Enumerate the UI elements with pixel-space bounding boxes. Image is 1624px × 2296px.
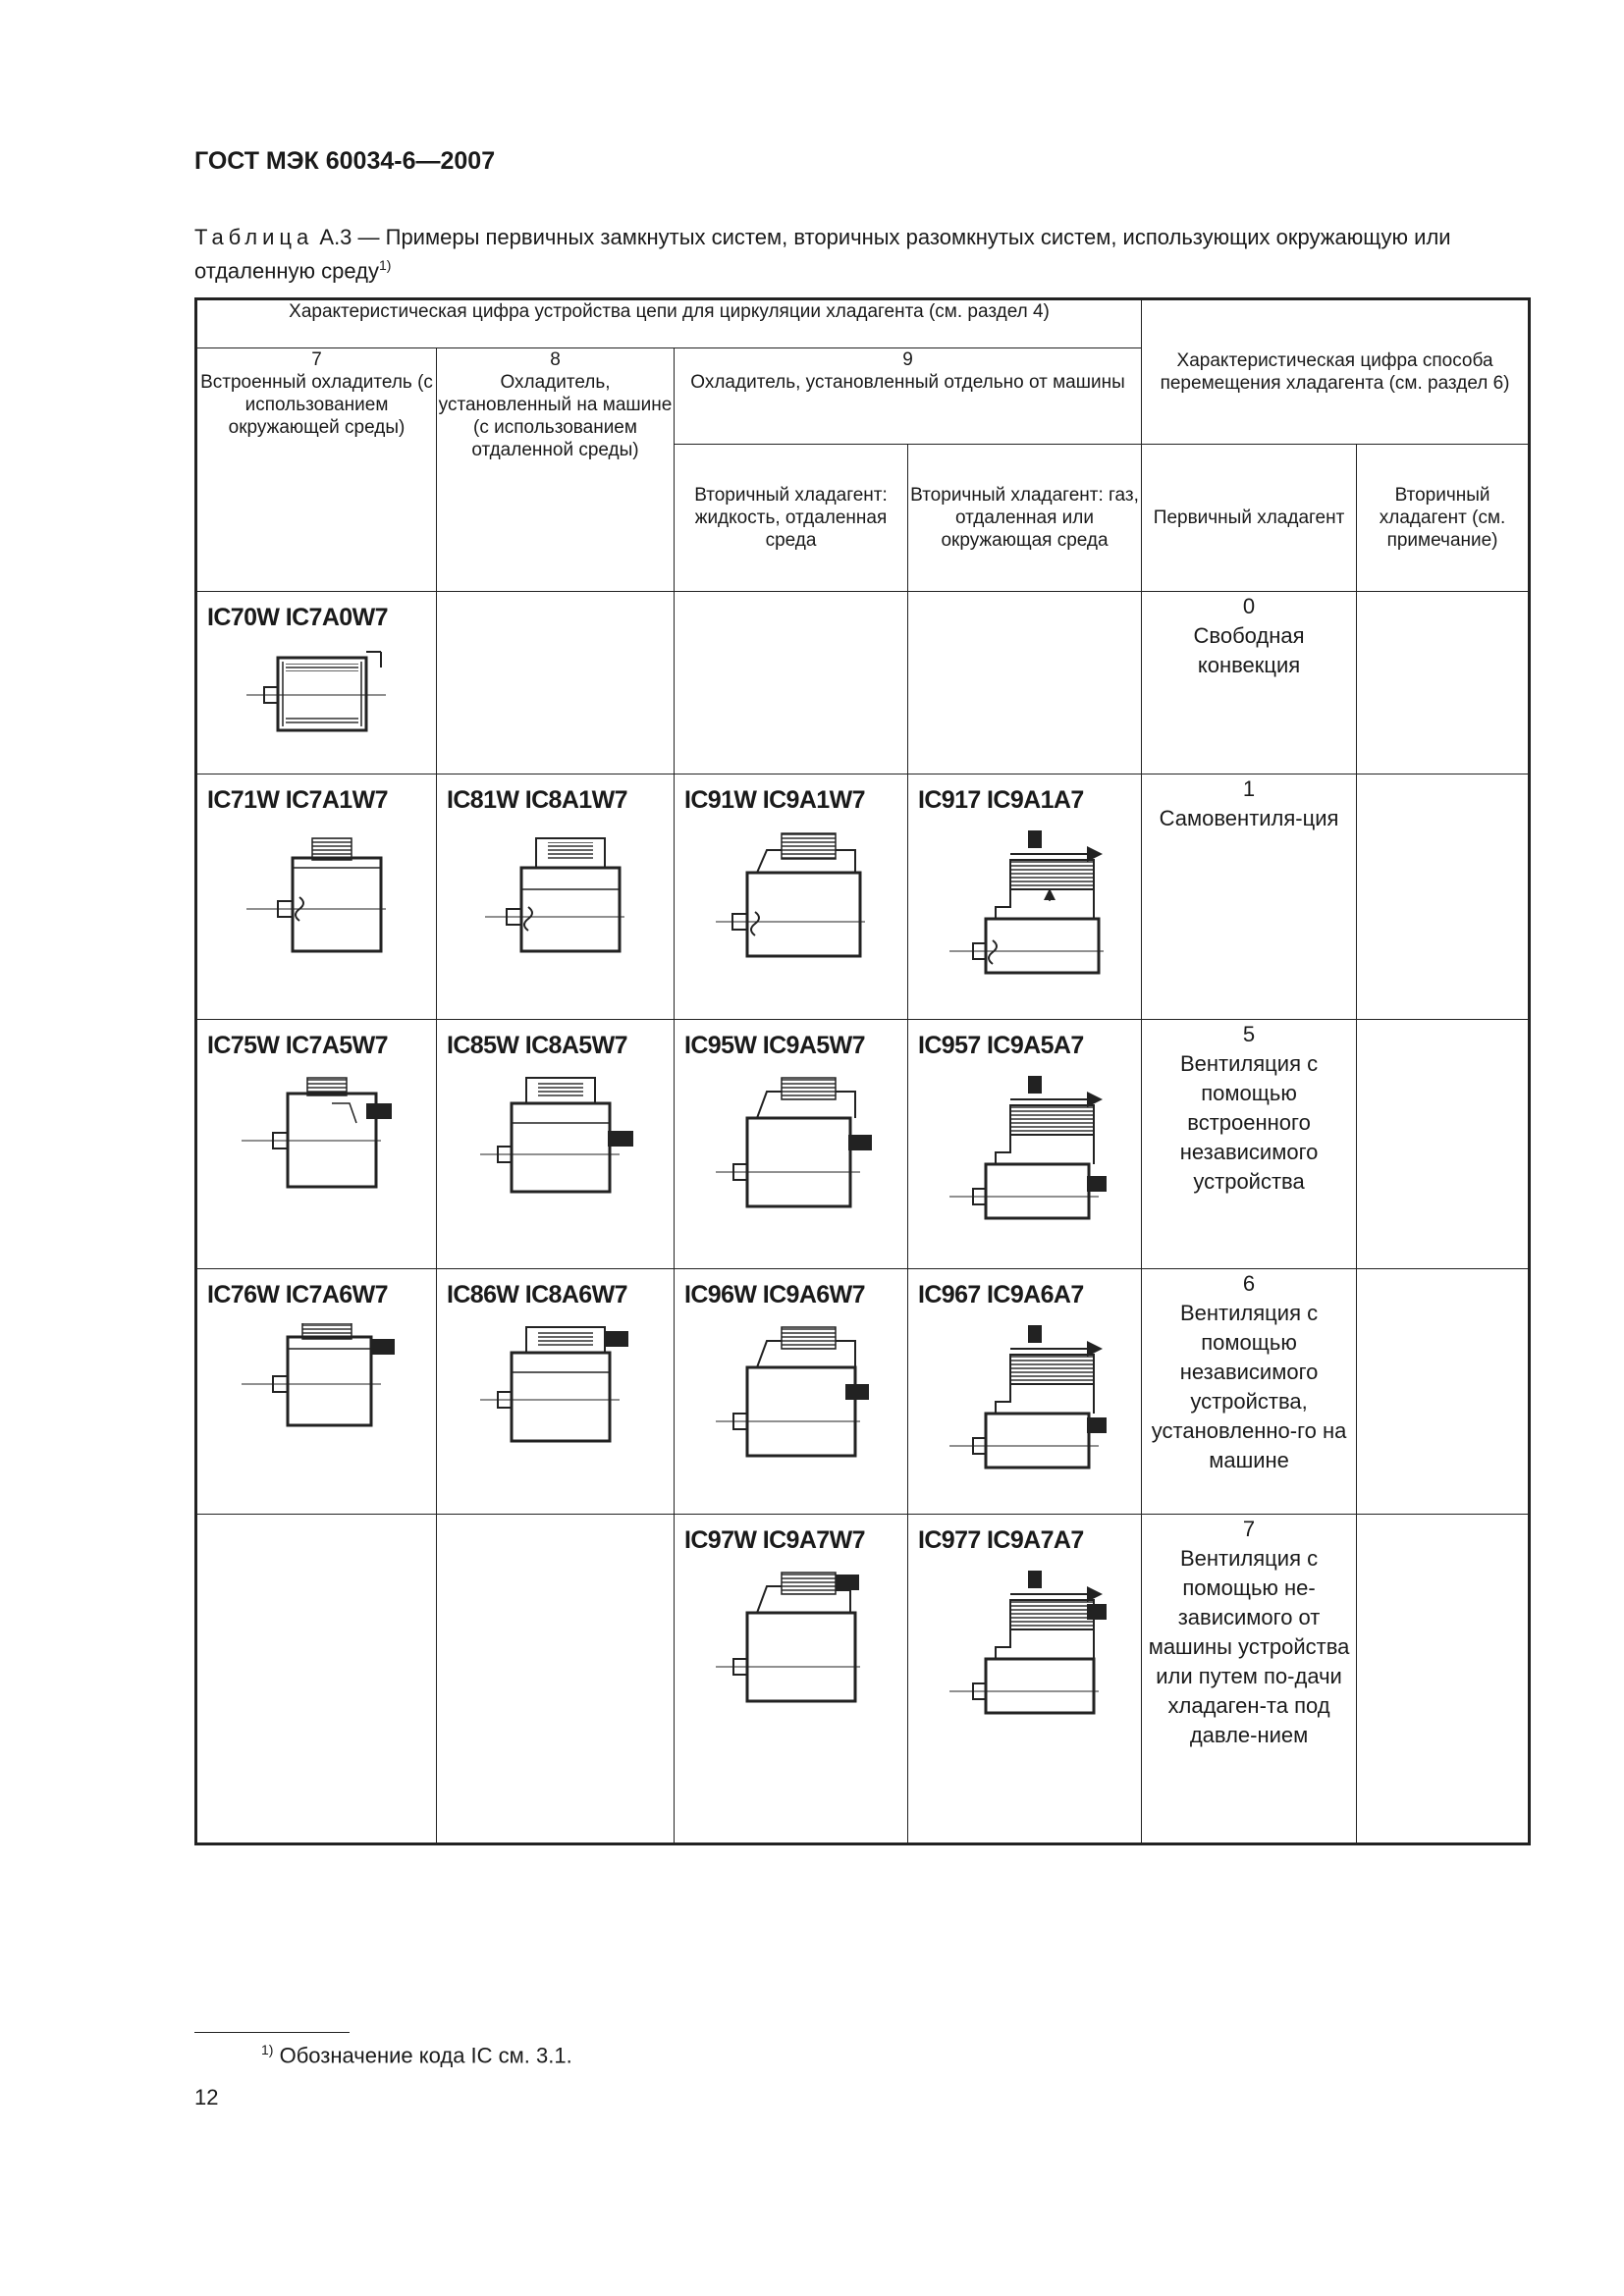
method-text: Вентиляция с помощью независимого устройства, установленно-го на машине xyxy=(1151,1301,1347,1472)
cell-secondary xyxy=(1357,1515,1530,1844)
footnote-separator xyxy=(194,2032,350,2033)
cell-c9a xyxy=(675,1515,908,1844)
ic-code: IC70W IC7A0W7 xyxy=(207,604,388,631)
method-text: Самовентиля-ция xyxy=(1159,806,1339,830)
cell-c9b xyxy=(908,592,1142,774)
integral-cooler-icon xyxy=(234,1074,401,1206)
ic-code: IC957 IC9A5A7 xyxy=(918,1032,1084,1059)
ic-code: IC86W IC8A6W7 xyxy=(447,1281,627,1308)
separate-cooler-icon xyxy=(942,1323,1109,1470)
ic-code: IC75W IC7A5W7 xyxy=(207,1032,388,1059)
method-text: Вентиляция с помощью встроенного независимого устройства xyxy=(1179,1051,1319,1194)
method-number: 6 xyxy=(1242,1271,1256,1296)
footnote-mark: 1) xyxy=(261,2042,274,2057)
cell-c8 xyxy=(437,1269,675,1515)
header-col-8-text: Охладитель, установленный на машине (с использованием отдаленной среды) xyxy=(438,372,673,460)
page-number: 12 xyxy=(194,2085,219,2109)
header-col-7-num: 7 xyxy=(311,349,322,370)
table-row xyxy=(196,1515,1530,1844)
footnote-text: Обозначение кода IC см. 3.1. xyxy=(279,2043,572,2068)
table-row xyxy=(196,1020,1530,1269)
cell-method xyxy=(1142,592,1357,774)
cell-c8 xyxy=(437,1020,675,1269)
machine-mounted-cooler-icon xyxy=(472,1074,639,1206)
separate-cooler-icon xyxy=(942,1569,1109,1716)
cell-secondary xyxy=(1357,1020,1530,1269)
header-circuit-group: Характеристическая цифра устройства цепи для циркуляции хладагента (см. раздел 4) xyxy=(196,299,1142,348)
cell-c9a xyxy=(675,592,908,774)
cell-c9b xyxy=(908,774,1142,1020)
cell-c7 xyxy=(196,774,437,1020)
cell-c9b xyxy=(908,1269,1142,1515)
method-text: Свободная конвекция xyxy=(1193,623,1305,677)
separate-cooler-icon xyxy=(942,1074,1109,1221)
table-row xyxy=(196,774,1530,1020)
caption-text: А.3 — Примеры первичных замкнутых систем, вторичных разомкнутых систем, использующих окружающую или отдаленную среду xyxy=(194,225,1451,284)
method-number: 0 xyxy=(1242,594,1256,618)
method-number: 7 xyxy=(1242,1517,1256,1541)
cell-c8 xyxy=(437,1515,675,1844)
header-primary-coolant: Первичный хладагент xyxy=(1142,445,1357,592)
table-caption xyxy=(194,224,1530,285)
caption-footnote-mark: 1) xyxy=(378,257,392,273)
cell-c9a xyxy=(675,1269,908,1515)
cell-secondary xyxy=(1357,1269,1530,1515)
caption-label: Таблица xyxy=(194,225,314,249)
cell-method xyxy=(1142,1269,1357,1515)
ic-code xyxy=(675,592,907,604)
header-col-7 xyxy=(196,348,437,592)
separate-cooler-icon xyxy=(708,1323,875,1461)
cell-secondary xyxy=(1357,774,1530,1020)
header-col-8 xyxy=(437,348,675,592)
header-col-8-num: 8 xyxy=(550,349,561,370)
header-col-9-num: 9 xyxy=(902,349,913,370)
header-method-group: Характеристическая цифра способа перемещения хладагента (см. раздел 6) xyxy=(1142,299,1530,445)
ic-code xyxy=(908,592,1141,604)
cell-method xyxy=(1142,774,1357,1020)
ic-code: IC76W IC7A6W7 xyxy=(207,1281,388,1308)
table-row xyxy=(196,592,1530,774)
header-row-1 xyxy=(196,299,1530,348)
machine-mounted-cooler-icon xyxy=(472,1323,639,1446)
header-col-9-text: Охладитель, установленный отдельно от машины xyxy=(690,372,1125,393)
cell-method xyxy=(1142,1020,1357,1269)
method-number: 1 xyxy=(1242,776,1256,801)
cell-c7 xyxy=(196,592,437,774)
cell-c9a xyxy=(675,774,908,1020)
ic-code: IC967 IC9A6A7 xyxy=(918,1281,1084,1308)
ic-code: IC95W IC9A5W7 xyxy=(684,1032,865,1059)
cell-c8 xyxy=(437,774,675,1020)
header-col-9b: Вторичный хладагент: газ, отдаленная или окружающая среда xyxy=(908,445,1142,592)
separate-cooler-icon xyxy=(942,828,1109,976)
cell-c7 xyxy=(196,1515,437,1844)
header-col-9 xyxy=(675,348,1142,445)
ic-code: IC71W IC7A1W7 xyxy=(207,786,388,814)
cell-c7 xyxy=(196,1020,437,1269)
ic-code: IC91W IC9A1W7 xyxy=(684,786,865,814)
ic-code xyxy=(437,592,674,604)
machine-mounted-cooler-icon xyxy=(477,828,634,956)
footnote xyxy=(261,2042,572,2068)
ic-code: IC81W IC8A1W7 xyxy=(447,786,627,814)
ic-code: IC97W IC9A7W7 xyxy=(684,1526,865,1554)
ic-code: IC96W IC9A6W7 xyxy=(684,1281,865,1308)
ic-code xyxy=(197,1515,436,1526)
separate-cooler-icon xyxy=(708,1074,875,1211)
cell-c8 xyxy=(437,592,675,774)
integral-cooler-icon xyxy=(239,828,396,956)
separate-cooler-icon xyxy=(708,1569,875,1706)
document-title: ГОСТ МЭК 60034-6—2007 xyxy=(194,147,496,175)
method-text: Вентиляция с помощью не-зависимого от машины устройства или путем по-дачи хладаген-та под давле-нием xyxy=(1148,1546,1350,1747)
cell-method xyxy=(1142,1515,1357,1844)
table-row xyxy=(196,1269,1530,1515)
ic-code-table xyxy=(194,297,1531,1845)
header-secondary-coolant: Вторичный хладагент (см. примечание) xyxy=(1357,445,1530,592)
ic-code: IC917 IC9A1A7 xyxy=(918,786,1084,814)
method-number: 5 xyxy=(1242,1022,1256,1046)
integral-cooler-icon xyxy=(239,646,396,739)
integral-cooler-icon xyxy=(234,1323,401,1441)
ic-code: IC85W IC8A5W7 xyxy=(447,1032,627,1059)
cell-c9a xyxy=(675,1020,908,1269)
ic-code: IC977 IC9A7A7 xyxy=(918,1526,1084,1554)
header-col-7-text: Встроенный охладитель (с использованием окружающей среды) xyxy=(200,372,433,438)
cell-c7 xyxy=(196,1269,437,1515)
cell-secondary xyxy=(1357,592,1530,774)
header-col-9a: Вторичный хладагент: жидкость, отдаленная среда xyxy=(675,445,908,592)
ic-code xyxy=(437,1515,674,1526)
cell-c9b xyxy=(908,1515,1142,1844)
cell-c9b xyxy=(908,1020,1142,1269)
separate-cooler-icon xyxy=(708,828,875,961)
